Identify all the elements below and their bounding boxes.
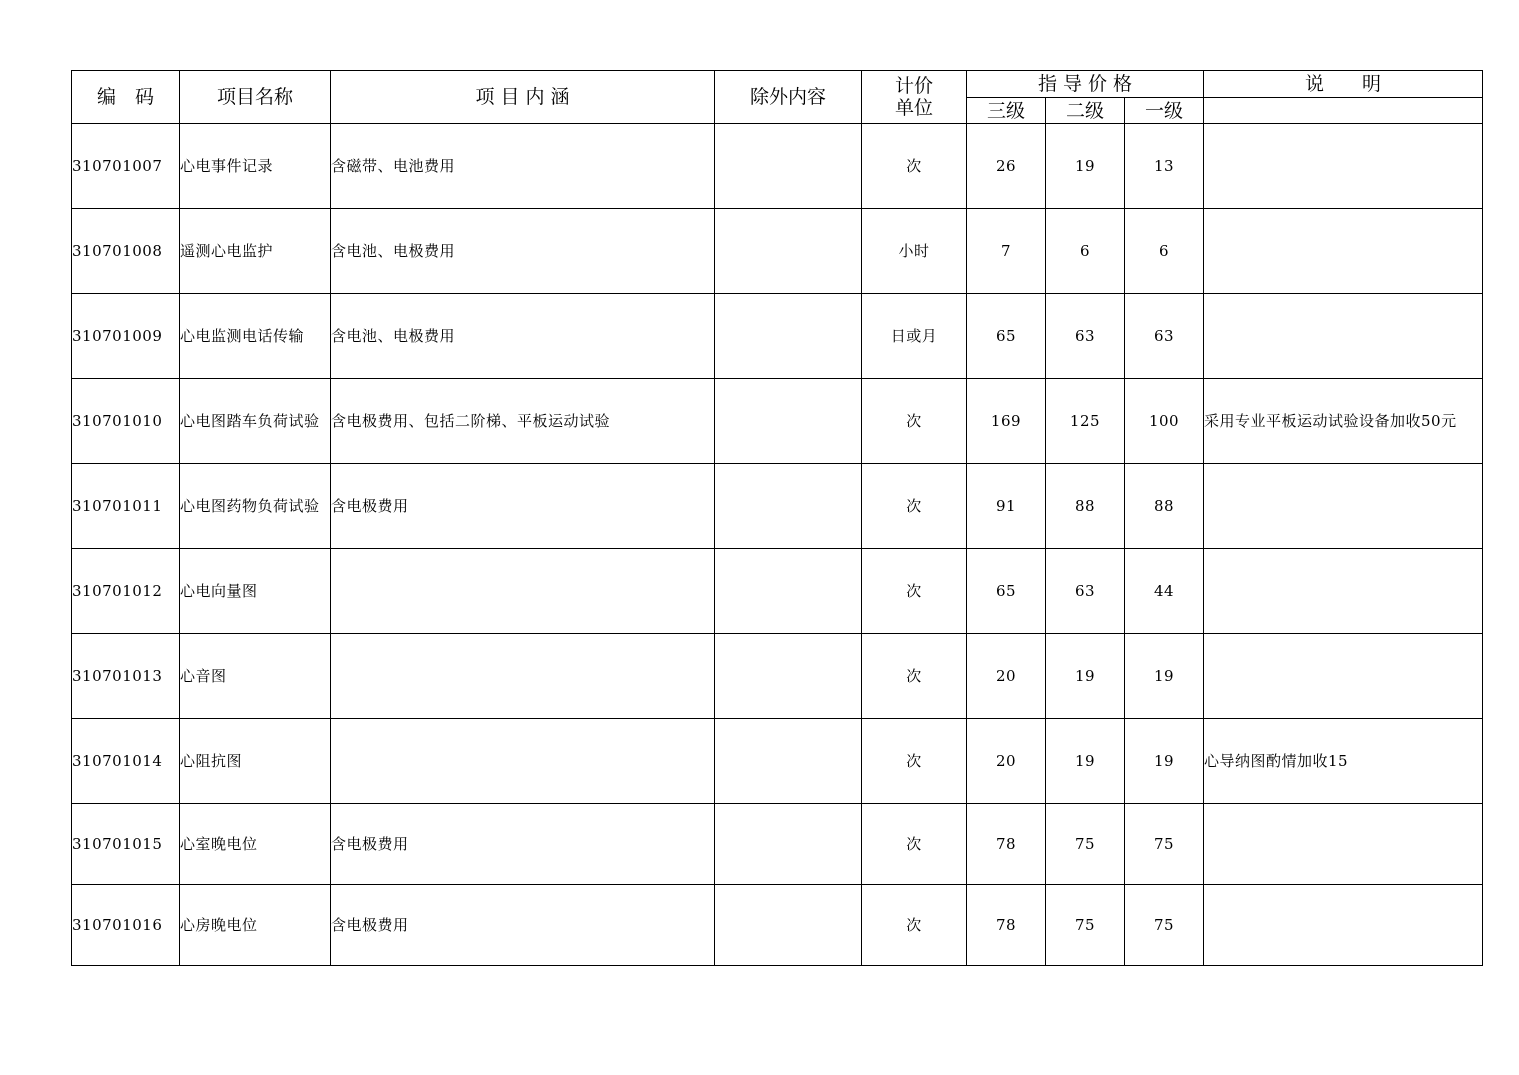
price-level2: 6 [1046, 209, 1125, 294]
item-unit: 次 [862, 549, 967, 634]
item-unit: 日或月 [862, 294, 967, 379]
item-exclusion [715, 209, 862, 294]
item-name: 心电监测电话传输 [180, 294, 331, 379]
header-note-sub [1204, 98, 1483, 124]
price-level3: 7 [967, 209, 1046, 294]
item-note: 心导纳图酌情加收15 [1204, 719, 1483, 804]
price-level1: 75 [1125, 804, 1204, 885]
item-name: 遥测心电监护 [180, 209, 331, 294]
item-name: 心电向量图 [180, 549, 331, 634]
item-note [1204, 885, 1483, 966]
item-note [1204, 124, 1483, 209]
item-content: 含磁带、电池费用 [331, 124, 715, 209]
price-level2: 63 [1046, 549, 1125, 634]
item-note [1204, 464, 1483, 549]
price-level3: 78 [967, 885, 1046, 966]
price-level1: 6 [1125, 209, 1204, 294]
item-code: 310701016 [72, 885, 180, 966]
item-unit: 小时 [862, 209, 967, 294]
price-level2: 75 [1046, 885, 1125, 966]
item-content [331, 634, 715, 719]
table-row [72, 209, 1483, 294]
item-unit: 次 [862, 464, 967, 549]
header-price: 指 导 价 格 [967, 71, 1204, 98]
item-unit: 次 [862, 634, 967, 719]
item-note [1204, 804, 1483, 885]
price-level2: 88 [1046, 464, 1125, 549]
item-code: 310701010 [72, 379, 180, 464]
item-unit: 次 [862, 124, 967, 209]
item-content: 含电极费用 [331, 885, 715, 966]
item-note: 采用专业平板运动试验设备加收50元 [1204, 379, 1483, 464]
item-name: 心电事件记录 [180, 124, 331, 209]
item-code: 310701008 [72, 209, 180, 294]
item-unit: 次 [862, 379, 967, 464]
table-row [72, 549, 1483, 634]
item-note [1204, 549, 1483, 634]
price-level2: 19 [1046, 719, 1125, 804]
table-row [72, 885, 1483, 966]
price-level2: 19 [1046, 124, 1125, 209]
price-level2: 63 [1046, 294, 1125, 379]
item-code: 310701011 [72, 464, 180, 549]
header-level1: 一级 [1125, 98, 1204, 124]
item-unit: 次 [862, 885, 967, 966]
item-name: 心音图 [180, 634, 331, 719]
header-content: 项 目 内 涵 [331, 71, 715, 124]
item-code: 310701013 [72, 634, 180, 719]
price-level3: 20 [967, 719, 1046, 804]
price-level2: 75 [1046, 804, 1125, 885]
price-level3: 78 [967, 804, 1046, 885]
item-unit: 次 [862, 719, 967, 804]
price-level3: 26 [967, 124, 1046, 209]
item-name: 心房晚电位 [180, 885, 331, 966]
table-row [72, 719, 1483, 804]
item-name: 心室晚电位 [180, 804, 331, 885]
header-name: 项目名称 [180, 71, 331, 124]
item-code: 310701014 [72, 719, 180, 804]
item-exclusion [715, 464, 862, 549]
price-level1: 19 [1125, 634, 1204, 719]
price-level1: 88 [1125, 464, 1204, 549]
item-content [331, 549, 715, 634]
item-code: 310701007 [72, 124, 180, 209]
item-exclusion [715, 885, 862, 966]
item-exclusion [715, 804, 862, 885]
item-exclusion [715, 294, 862, 379]
item-name: 心阻抗图 [180, 719, 331, 804]
item-content: 含电极费用 [331, 464, 715, 549]
item-code: 310701015 [72, 804, 180, 885]
item-content: 含电池、电极费用 [331, 294, 715, 379]
item-content [331, 719, 715, 804]
table-row [72, 634, 1483, 719]
price-level2: 19 [1046, 634, 1125, 719]
item-exclusion [715, 379, 862, 464]
table-row [72, 294, 1483, 379]
header-note: 说 明 [1204, 71, 1483, 98]
item-exclusion [715, 634, 862, 719]
item-code: 310701009 [72, 294, 180, 379]
table-row [72, 464, 1483, 549]
header-code: 编 码 [72, 71, 180, 124]
item-content: 含电极费用 [331, 804, 715, 885]
price-level1: 44 [1125, 549, 1204, 634]
price-level3: 65 [967, 549, 1046, 634]
price-level1: 75 [1125, 885, 1204, 966]
price-level3: 20 [967, 634, 1046, 719]
item-note [1204, 634, 1483, 719]
item-content: 含电极费用、包括二阶梯、平板运动试验 [331, 379, 715, 464]
item-unit: 次 [862, 804, 967, 885]
item-exclusion [715, 124, 862, 209]
item-name: 心电图踏车负荷试验 [180, 379, 331, 464]
header-unit: 计价 单位 [862, 71, 967, 124]
table-row [72, 379, 1483, 464]
item-content: 含电池、电极费用 [331, 209, 715, 294]
price-level3: 91 [967, 464, 1046, 549]
item-note [1204, 209, 1483, 294]
price-level1: 19 [1125, 719, 1204, 804]
price-level1: 100 [1125, 379, 1204, 464]
price-level2: 125 [1046, 379, 1125, 464]
item-code: 310701012 [72, 549, 180, 634]
table-row [72, 804, 1483, 885]
price-level1: 63 [1125, 294, 1204, 379]
item-name: 心电图药物负荷试验 [180, 464, 331, 549]
item-exclusion [715, 549, 862, 634]
header-level2: 二级 [1046, 98, 1125, 124]
price-table [71, 70, 1483, 966]
item-note [1204, 294, 1483, 379]
header-exclusion: 除外内容 [715, 71, 862, 124]
header-level3: 三级 [967, 98, 1046, 124]
item-exclusion [715, 719, 862, 804]
price-level1: 13 [1125, 124, 1204, 209]
price-level3: 169 [967, 379, 1046, 464]
table-row [72, 124, 1483, 209]
price-level3: 65 [967, 294, 1046, 379]
